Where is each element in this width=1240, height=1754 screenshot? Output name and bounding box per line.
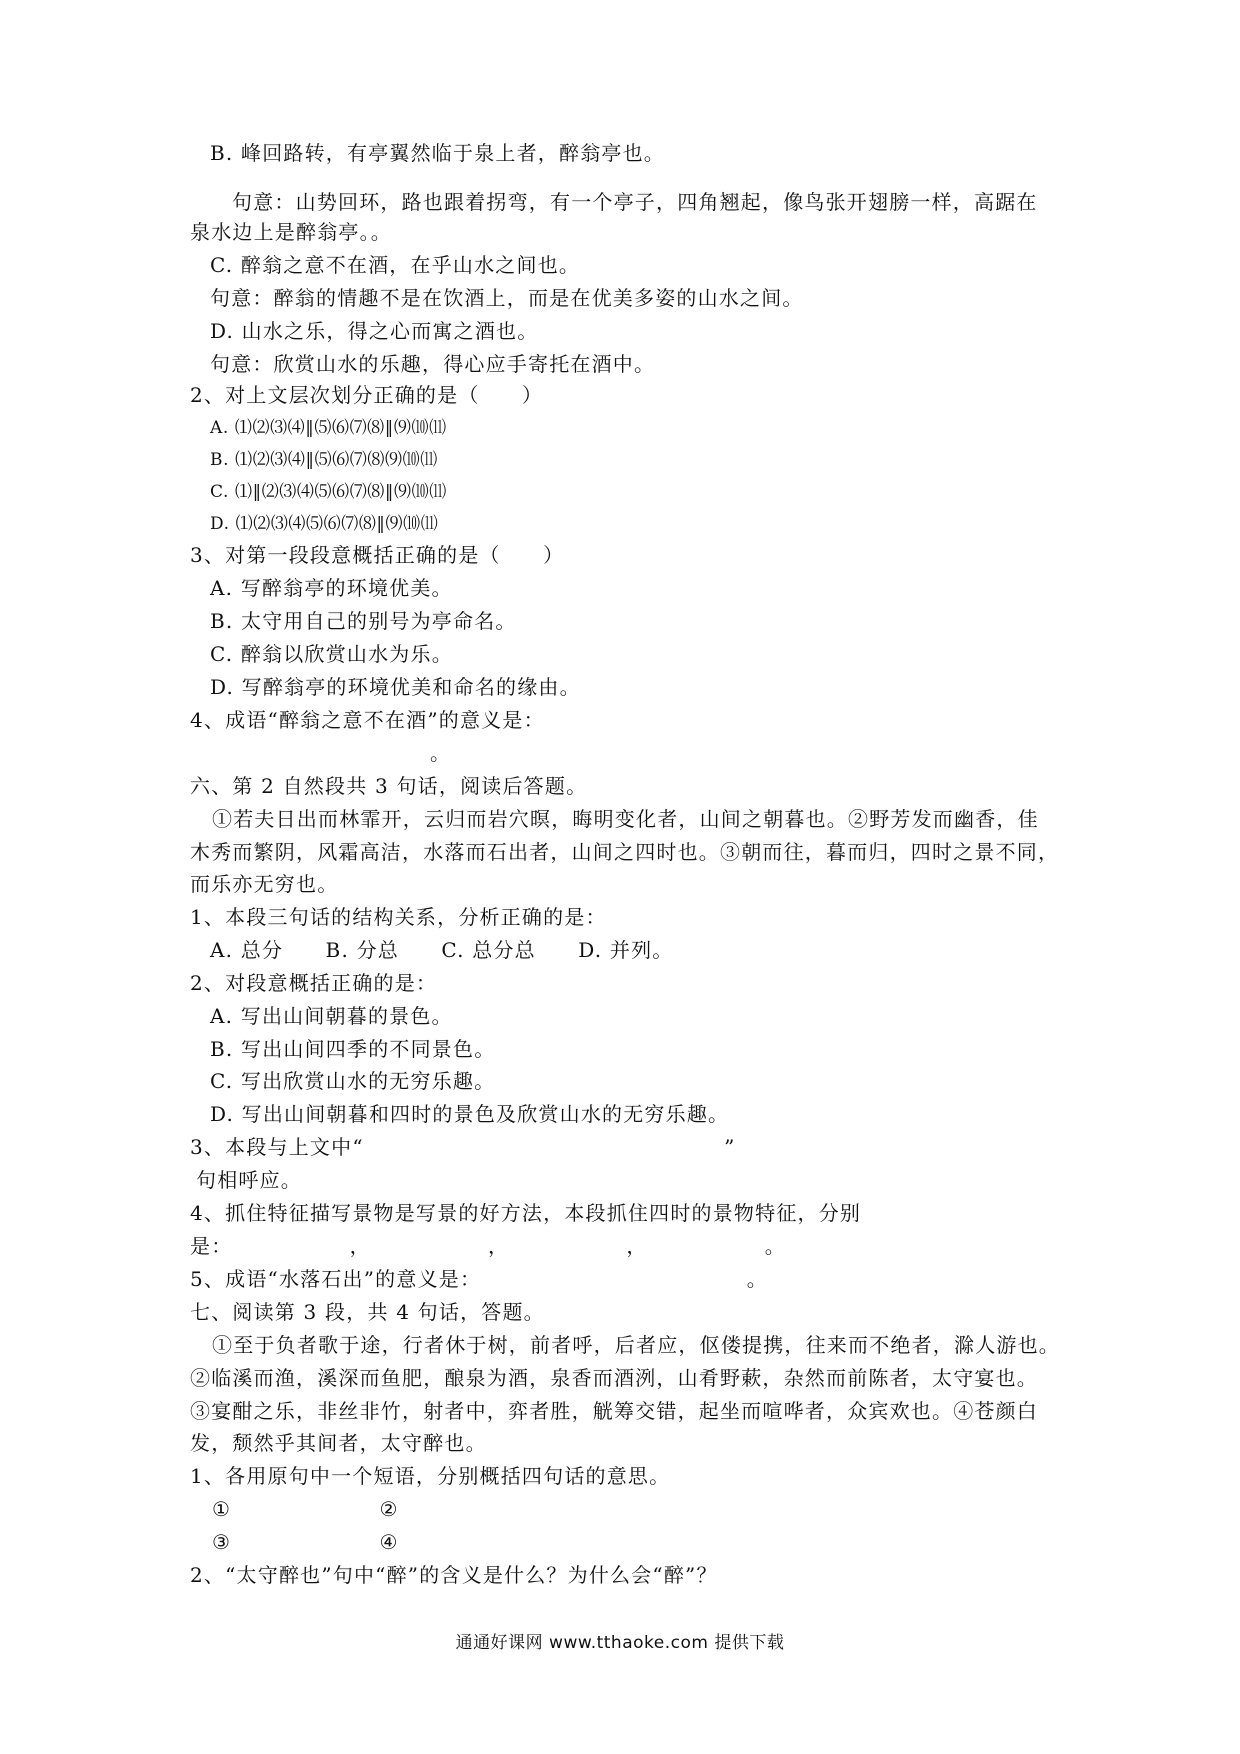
section-7-text-line2: ②临溪而渔，溪深而鱼肥，酿泉为酒，泉香而酒洌，山肴野蔌，杂然而前陈者，太守宴也。 bbox=[190, 1366, 1038, 1390]
q3-option-c: C. 醉翁以欣赏山水为乐。 bbox=[210, 642, 453, 666]
q3-option-d: D. 写醉翁亭的环境优美和命名的缘由。 bbox=[210, 675, 581, 699]
translation-b-line1: 句意：山势回环，路也跟着拐弯，有一个亭子，四角翘起，像鸟张开翅膀一样，高踞在 bbox=[232, 190, 1038, 214]
q2-option-a: A. ⑴⑵⑶⑷‖⑸⑹⑺⑻‖⑼⑽⑾ bbox=[210, 418, 447, 438]
s6-q2-option-d: D. 写出山间朝暮和四时的景色及欣赏山水的无穷乐趣。 bbox=[210, 1102, 730, 1126]
section-6-heading: 六、第 2 自然段共 3 句话，阅读后答题。 bbox=[190, 774, 588, 798]
s7-question-2: 2、“太守醉也”句中“醉”的含义是什么？为什么会“醉”？ bbox=[190, 1563, 718, 1587]
q4-answer-end: 。 bbox=[430, 741, 452, 765]
s6-q1-options: A. 总分 B. 分总 C. 总分总 D. 并列。 bbox=[210, 938, 674, 962]
s6-q2-option-b: B. 写出山间四季的不同景色。 bbox=[210, 1037, 496, 1061]
s6-q2-option-c: C. 写出欣赏山水的无穷乐趣。 bbox=[210, 1069, 496, 1093]
section-6-text-line1: ①若夫日出而林霏开，云归而岩穴暝，晦明变化者，山间之朝暮也。②野芳发而幽香，佳 bbox=[212, 807, 1039, 831]
option-d: D. 山水之乐，得之心而寓之酒也。 bbox=[210, 319, 539, 343]
section-6-text-line3: 而乐亦无穷也。 bbox=[190, 872, 339, 896]
s6-question-2: 2、对段意概括正确的是： bbox=[190, 971, 438, 995]
question-4: 4、成语“醉翁之意不在酒”的意义是： bbox=[190, 708, 545, 732]
s6-q2-option-a: A. 写出山间朝暮的景色。 bbox=[210, 1004, 453, 1028]
s7-q1-blanks-3-4: ③ ④ bbox=[212, 1530, 399, 1554]
q2-option-d: D. ⑴⑵⑶⑷⑸⑹⑺⑻‖⑼⑽⑾ bbox=[210, 514, 439, 534]
section-7-text-line1: ①至于负者歌于途，行者休于树，前者呼，后者应，伛偻提携，往来而不绝者，滁人游也。 bbox=[212, 1333, 1060, 1357]
s6-question-5: 5、成语“水落石出”的意义是： 。 bbox=[190, 1267, 768, 1291]
s6-question-4: 4、抓住特征描写景物是写景的好方法，本段抓住四时的景物特征，分别 bbox=[190, 1201, 862, 1225]
q3-option-a: A. 写醉翁亭的环境优美。 bbox=[210, 576, 453, 600]
s7-q1-blanks-1-2: ① ② bbox=[212, 1497, 399, 1521]
q2-option-c: C. ⑴‖⑵⑶⑷⑸⑹⑺⑻‖⑼⑽⑾ bbox=[210, 482, 447, 502]
section-7-heading: 七、阅读第 3 段，共 4 句话，答题。 bbox=[190, 1300, 545, 1324]
q3-option-b: B. 太守用自己的别号为亭命名。 bbox=[210, 609, 517, 633]
s7-question-1: 1、各用原句中一个短语，分别概括四句话的意思。 bbox=[190, 1464, 671, 1488]
question-2: 2、对上文层次划分正确的是（ ） bbox=[190, 383, 544, 407]
s6-q3-continued: 句相呼应。 bbox=[196, 1168, 302, 1192]
section-7-text-line3: ③宴酣之乐，非丝非竹，射者中，弈者胜，觥筹交错，起坐而喧哗者，众宾欢也。④苍颜白 bbox=[190, 1399, 1038, 1423]
s6-question-3: 3、本段与上文中“ ” bbox=[190, 1135, 736, 1159]
option-c: C. 醉翁之意不在酒，在乎山水之间也。 bbox=[210, 253, 581, 277]
translation-b-line2: 泉水边上是醉翁亭。。 bbox=[190, 220, 392, 244]
page-footer: 通通好课网 www.tthaoke.com 提供下载 bbox=[455, 1633, 785, 1653]
question-3: 3、对第一段段意概括正确的是（ ） bbox=[190, 543, 565, 567]
section-6-text-line2: 木秀而繁阴，风霜高洁，水落而石出者，山间之四时也。③朝而往，暮而归，四时之景不同， bbox=[190, 840, 1060, 864]
translation-d: 句意：欣赏山水的乐趣，得心应手寄托在酒中。 bbox=[210, 352, 656, 376]
s6-question-1: 1、本段三句话的结构关系，分析正确的是： bbox=[190, 905, 607, 929]
section-7-text-line4: 发，颓然乎其间者，太守醉也。 bbox=[190, 1431, 487, 1455]
q2-option-b: B. ⑴⑵⑶⑷‖⑸⑹⑺⑻⑼⑽⑾ bbox=[210, 450, 438, 470]
option-b: B. 峰回路转，有亭翼然临于泉上者，醉翁亭也。 bbox=[210, 141, 666, 165]
translation-c: 句意：醉翁的情趣不是在饮酒上，而是在优美多姿的山水之间。 bbox=[210, 286, 804, 310]
s6-q4-continued: 是： ， ， ， 。 bbox=[190, 1234, 786, 1258]
